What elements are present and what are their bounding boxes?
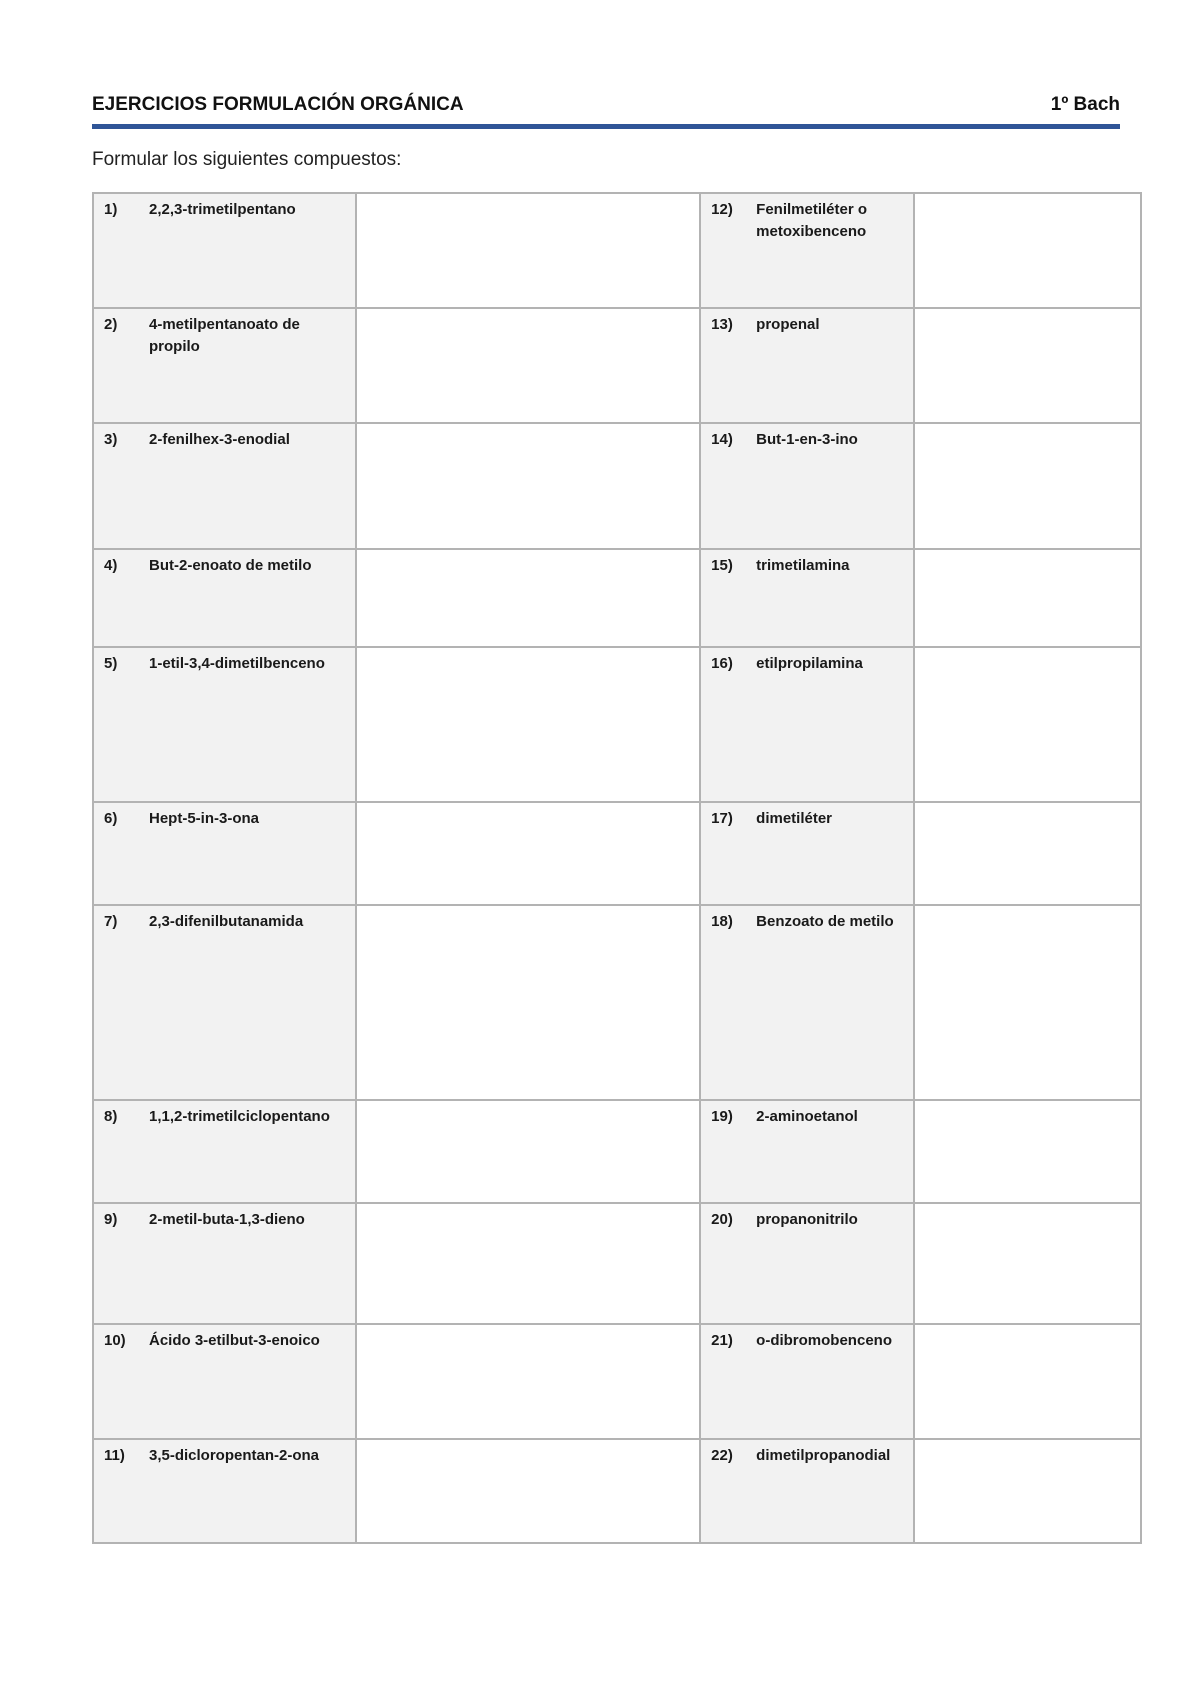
compound-name-cell — [93, 647, 356, 802]
compound-name: dimetiléter — [756, 810, 833, 827]
instruction-text: Formular los siguientes compuestos: — [92, 149, 402, 170]
compound-name: o-dibromobenceno — [756, 1332, 892, 1349]
table-row — [93, 1324, 1141, 1439]
exercise-number: 19) — [711, 1108, 733, 1125]
compound-name: propenal — [756, 316, 820, 333]
table-row — [93, 193, 1141, 308]
exercise-number: 18) — [711, 913, 733, 930]
table-row — [93, 549, 1141, 647]
answer-cell[interactable] — [356, 647, 701, 802]
exercise-number: 20) — [711, 1211, 733, 1228]
compound-name-cell — [700, 1203, 913, 1324]
compound-name: 1,1,2-trimetilciclopentano — [149, 1108, 330, 1125]
exercise-number: 7) — [104, 913, 118, 930]
answer-cell[interactable] — [914, 1203, 1141, 1324]
exercise-number: 16) — [711, 655, 733, 672]
compound-name: 2-metil-buta-1,3-dieno — [149, 1211, 305, 1228]
table-row — [93, 1439, 1141, 1543]
exercise-number: 13) — [711, 316, 733, 333]
exercise-number: 2) — [104, 316, 118, 333]
exercise-number: 14) — [711, 431, 733, 448]
table-row — [93, 1203, 1141, 1324]
exercise-number: 8) — [104, 1108, 118, 1125]
exercise-number: 22) — [711, 1447, 733, 1464]
course-label: 1º Bach — [1050, 94, 1120, 115]
answer-cell[interactable] — [914, 905, 1141, 1100]
compound-name: 2,2,3-trimetilpentano — [149, 201, 296, 218]
answer-cell[interactable] — [356, 549, 701, 647]
compound-name-cell — [700, 308, 913, 423]
compound-name-cell — [93, 193, 356, 308]
compound-name: But-1-en-3-ino — [756, 431, 858, 448]
compound-name: 3,5-dicloropentan-2-ona — [149, 1447, 320, 1464]
compound-name-cell — [700, 1100, 913, 1203]
compound-name: 1-etil-3,4-dimetilbenceno — [149, 655, 325, 672]
compound-name: trimetilamina — [756, 557, 850, 574]
answer-cell[interactable] — [356, 905, 701, 1100]
compound-name-cell — [93, 802, 356, 905]
compound-name-cell — [700, 423, 913, 549]
answer-cell[interactable] — [914, 549, 1141, 647]
compound-name: Fenilmetiléter o metoxibenceno — [756, 201, 868, 240]
compound-name-cell — [700, 549, 913, 647]
header-rule — [92, 124, 1120, 129]
compound-name: 2-aminoetanol — [756, 1108, 858, 1125]
answer-cell[interactable] — [356, 1439, 701, 1543]
compound-name: Benzoato de metilo — [756, 913, 894, 930]
table-row — [93, 905, 1141, 1100]
compound-name: 2,3-difenilbutanamida — [149, 913, 304, 930]
compound-name-cell — [93, 905, 356, 1100]
table-row — [93, 647, 1141, 802]
answer-cell[interactable] — [356, 193, 701, 308]
compound-name: etilpropilamina — [756, 655, 863, 672]
table-row — [93, 423, 1141, 549]
exercise-number: 17) — [711, 810, 733, 827]
compound-name: 4-metilpentanoato de propilo — [149, 316, 300, 355]
compound-name-cell — [93, 549, 356, 647]
answer-cell[interactable] — [914, 193, 1141, 308]
compound-name: Hept-5-in-3-ona — [149, 810, 259, 827]
exercise-number: 9) — [104, 1211, 118, 1228]
document-header — [92, 94, 1120, 120]
exercise-number: 1) — [104, 201, 118, 218]
compound-name-cell — [93, 1439, 356, 1543]
answer-cell[interactable] — [356, 1100, 701, 1203]
compound-name: But-2-enoato de metilo — [149, 557, 312, 574]
compound-name-cell — [93, 1100, 356, 1203]
table-row — [93, 802, 1141, 905]
exercise-number: 5) — [104, 655, 118, 672]
compound-name-cell — [700, 193, 913, 308]
compound-name: propanonitrilo — [756, 1211, 858, 1228]
answer-cell[interactable] — [356, 423, 701, 549]
compound-name-cell — [700, 1439, 913, 1543]
compound-name-cell — [700, 905, 913, 1100]
answer-cell[interactable] — [914, 647, 1141, 802]
exercise-number: 11) — [104, 1447, 125, 1464]
answer-cell[interactable] — [356, 1324, 701, 1439]
answer-cell[interactable] — [914, 1439, 1141, 1543]
answer-cell[interactable] — [356, 308, 701, 423]
exercise-number: 6) — [104, 810, 118, 827]
compound-name: 2-fenilhex-3-enodial — [149, 431, 290, 448]
exercise-number: 10) — [104, 1332, 126, 1349]
compound-name: dimetilpropanodial — [756, 1447, 891, 1464]
answer-cell[interactable] — [356, 802, 701, 905]
document-title: EJERCICIOS FORMULACIÓN ORGÁNICA — [92, 94, 464, 115]
compound-name: Ácido 3-etilbut-3-enoico — [149, 1332, 320, 1349]
exercise-table — [92, 192, 1142, 1544]
answer-cell[interactable] — [914, 802, 1141, 905]
table-row — [93, 308, 1141, 423]
exercise-number: 4) — [104, 557, 118, 574]
compound-name-cell — [93, 423, 356, 549]
answer-cell[interactable] — [356, 1203, 701, 1324]
compound-name-cell — [93, 1203, 356, 1324]
answer-cell[interactable] — [914, 308, 1141, 423]
exercise-number: 21) — [711, 1332, 733, 1349]
answer-cell[interactable] — [914, 423, 1141, 549]
compound-name-cell — [700, 1324, 913, 1439]
compound-name-cell — [700, 647, 913, 802]
exercise-number: 12) — [711, 201, 733, 218]
exercise-number: 3) — [104, 431, 118, 448]
table-row — [93, 1100, 1141, 1203]
exercise-number: 15) — [711, 557, 733, 574]
answer-cell[interactable] — [914, 1100, 1141, 1203]
compound-name-cell — [93, 1324, 356, 1439]
compound-name-cell — [93, 308, 356, 423]
answer-cell[interactable] — [914, 1324, 1141, 1439]
compound-name-cell — [700, 802, 913, 905]
